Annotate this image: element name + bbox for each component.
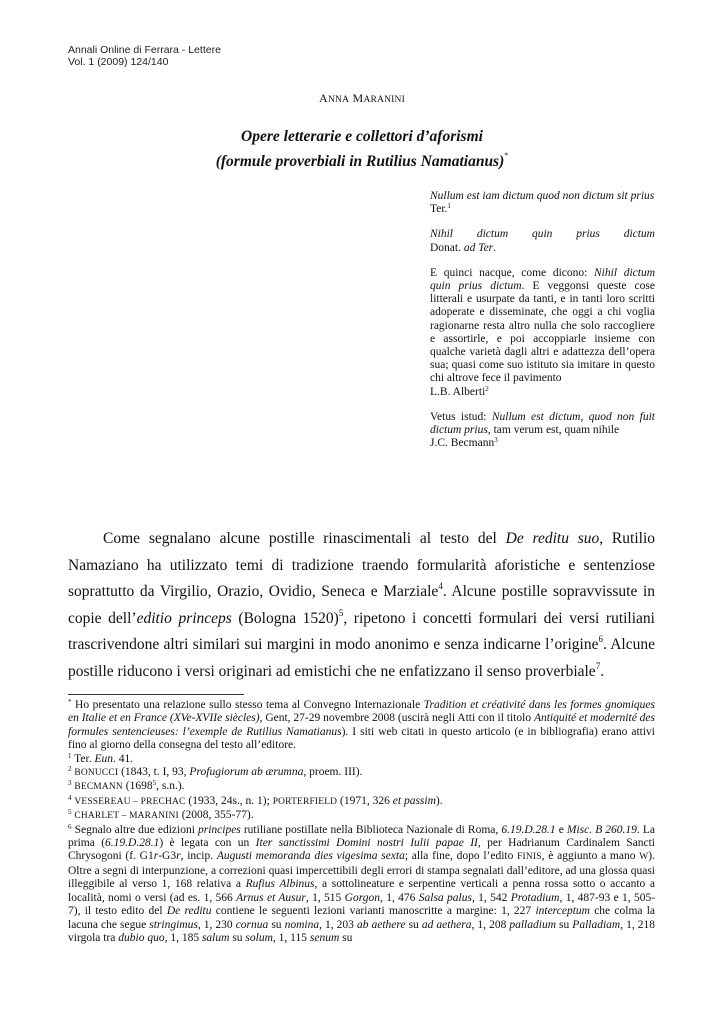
body-paragraph: Come segnalano alcune postille rinascimentali al testo del De reditu suo, Rutilio Namaziano ha utilizzato temi di tradizione traendo formularità aforistiche e sentenziose soprattutto da Virgilio, Orazio, Ovidio, Seneca e Marziale$^4$. Alcune postille sopravvissute in copie dell’editio princeps (Bologna 1520)$^5$, ripetono i concetti formulari dei versi rutiliani trascrivendone altri similari sui margini in modo anonimo e senza indicarne l’origine$^6$. Alcune postille riducono i versi originari ad emistichi che ne enfatizzano il senso proverbiale$^7$.	[68, 530, 656, 680]
title-line-1: Opere letterarie e collettori d’aforismi	[241, 128, 483, 145]
epigraph-becmann: Vetus istud: Nullum est dictum, quod non fuit dictum prius, tam verum est, quam nihile J.C. Becmann$^3$	[430, 410, 655, 450]
footnote-ref: 4	[438, 581, 443, 592]
title-line-2: (formule proverbiali in Rutilius Namatianus)*	[215, 151, 509, 170]
footnote-star: * Ho presentato una relazione sullo stesso tema al Convegno Internazionale Tradition et créativité dans les formes gnomiques en Italie et en France (XVe-XVIIe siècles), Gent, 27-29 novembre 2008 (uscirà negli Atti con il titolo Antiquité et modernité des formules sentencieuses: l’exemple de Rutilius Namatianus). I siti web citati in questo articolo (e in bibliografia) erano attivi fino al giorno della consegna del testo all’editore.	[68, 698, 655, 752]
footnote-3: $^3$ BECMANN (1698$^5$, s.n.).	[68, 779, 185, 793]
footnote-divider	[68, 694, 244, 695]
journal-name: Annali Online di Ferrara - Lettere	[68, 44, 221, 56]
footnotes	[68, 699, 655, 945]
epigraph-donatus: Nihil dictum quin prius dictum Donat. ad Ter.	[430, 228, 655, 254]
title-footnote-mark: *	[504, 151, 509, 160]
volume-info: Vol. 1 (2009) 124/140	[68, 56, 169, 68]
footnote-5: $^5$ CHARLET – MARANINI (2008, 355-77).	[68, 808, 254, 822]
footnote-4: $^4$ VESSEREAU – PRECHAC (1933, 24s., n. 1); PORTERFIELD (1971, 326 et passim).	[68, 793, 443, 807]
footnote-6: $^6$ Segnalo altre due edizioni principes rutiliane postillate nella Biblioteca Nazionale di Roma, 6.19.D.28.1 e Misc. B 260.19. La prima (6.19.D.28.1) è legata con un Iter sanctissimi Domini nostri Iulii papae II, per Hadrianum Cardinalem Sancti Chrysogoni (f. G1r-G3r, incip. Augusti memoranda dies vigesima sexta; alla fine, dopo l’edito FINIS, è aggiunto a mano W). Oltre a segni di interpunzione, a correzioni quasi impercettibili degli errori di stampa segnalati dall’editore, ad una glossa quasi illeggibile al verso 1, 168 relativa a Rufius Albinus, a sottolineature e serpentine verticali a penna rossa sotto o accanto a località, nomi o versi (ad es. 1, 566 Arnus et Ausur, 1, 515 Gorgon, 1, 476 Salsa palus, 1, 542 Protadium, 1, 487-93 e 1, 505-7), il testo edito del De reditu contiene le seguenti lezioni varianti manoscritte a margine: 1, 227 interceptum che colma la lacuna che segue stringimus, 1, 230 cornua su nomina, 1, 203 ab aethere su ad aethera, 1, 208 palladium su Palladiam, 1, 218 virgola tra dubio quo, 1, 185 salum su solum, 1, 115 senum su	[68, 822, 656, 944]
epigraph-terence: Nullum est iam dictum quod non dictum sit prius Ter.$^1$	[430, 190, 655, 216]
article-title	[0, 127, 724, 171]
footnote-1: $^1$ Ter. Eun. 41.	[68, 751, 134, 765]
author-name: ANNA MARANINI	[319, 91, 405, 105]
epigraph-alberti: E quinci nacque, come dicono: Nihil dictum quin prius dictum. E veggonsi queste cose litterali e usurpate da tanti, e in tanti loro scritti adoperate e disseminate, che oggi a chi voglia ragionarne resta altro nulla che solo raccogliere e assortirle, e poi accoppiarle insieme con qualche varietà dagli altri e adattezza dell’opera sua; quasi come suo istituto sia imitare in questo chi altrove fece il pavimento L.B. Alberti$^2$	[430, 266, 656, 398]
footnote-2: $^2$ BONUCCI (1843, t. I, 93, Profugiorum ab ærumna, proem. III).	[68, 765, 363, 779]
footnote-ref: 6	[598, 634, 603, 645]
footnote-ref: 7	[595, 660, 601, 671]
epigraphs	[430, 190, 655, 462]
running-header	[68, 44, 221, 68]
footnote-ref: 5	[338, 607, 344, 618]
